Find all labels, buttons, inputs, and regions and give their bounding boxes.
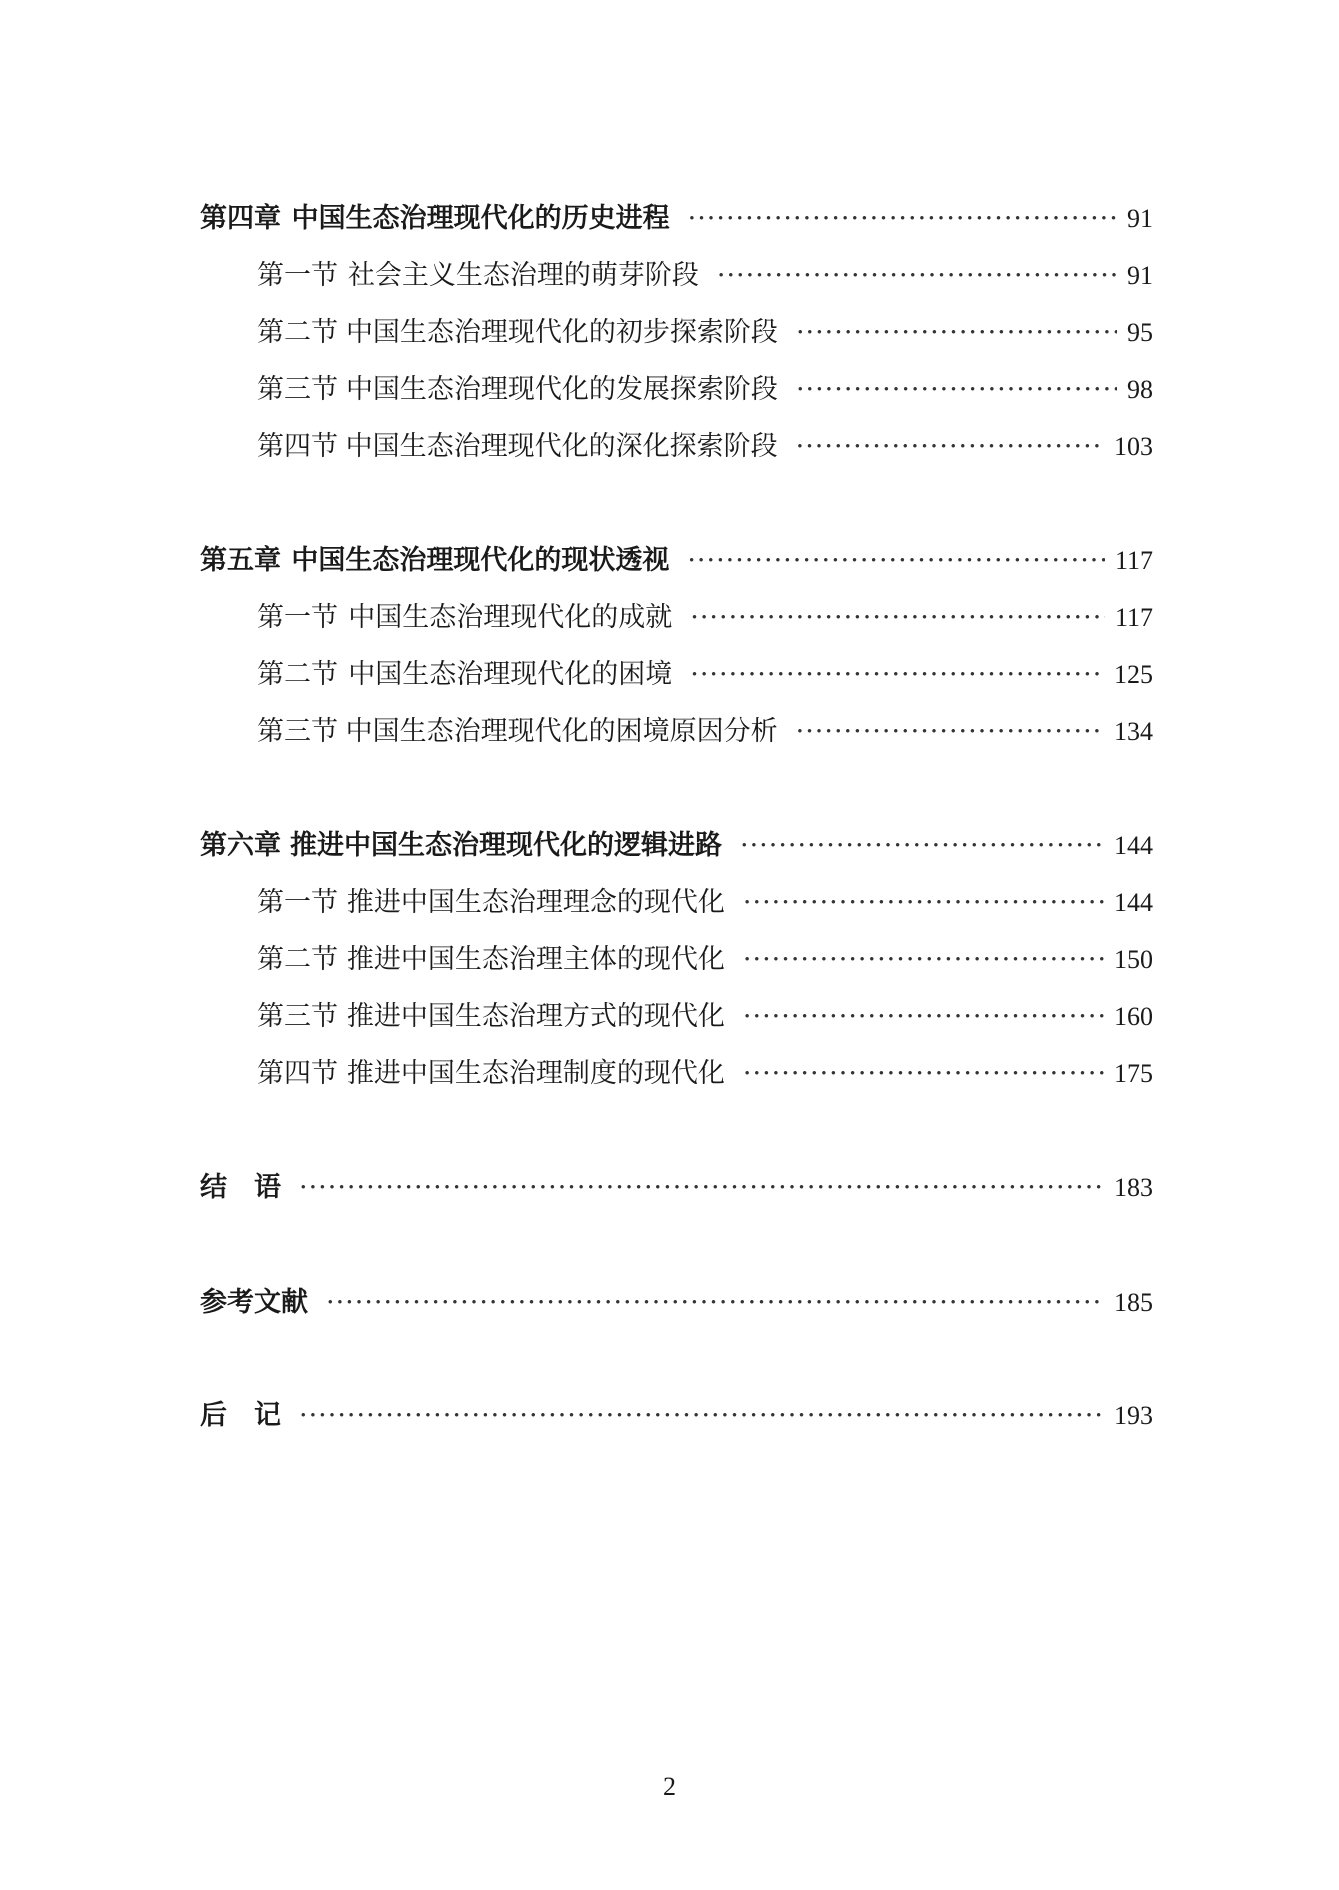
section-label: 第一节 (257, 887, 338, 918)
dot-leader (740, 817, 1104, 874)
page-number: 150 (1114, 945, 1153, 974)
dot-leader (743, 931, 1104, 988)
dot-leader (688, 190, 1117, 247)
toc-chapter-4[interactable] (200, 190, 1153, 247)
toc-section[interactable] (200, 589, 1153, 646)
page-number: 183 (1114, 1173, 1153, 1202)
section-title: 中国生态治理现代化的深化探索阶段 (345, 431, 778, 462)
section-label: 第三节 (257, 1001, 338, 1032)
spacer (200, 1331, 1153, 1387)
dot-leader (743, 988, 1104, 1045)
page-number: 98 (1127, 375, 1153, 404)
section-title: 推进中国生态治理制度的现代化 (346, 1058, 725, 1089)
section-label: 第三节 (257, 716, 338, 747)
toc-chapter-6[interactable] (200, 817, 1153, 874)
toc-references[interactable] (200, 1274, 1153, 1331)
spacer (200, 1216, 1153, 1274)
dot-leader (796, 703, 1104, 760)
section-title: 中国生态治理现代化的困境原因分析 (345, 716, 778, 747)
section-label: 第二节 (257, 944, 338, 975)
dot-leader (687, 532, 1105, 589)
dot-leader (299, 1387, 1104, 1444)
toc-section[interactable] (200, 988, 1153, 1045)
page-number: 117 (1114, 546, 1153, 575)
section-label: 第三节 (257, 374, 338, 405)
page-number: 175 (1114, 1059, 1153, 1088)
afterword-title: 后 记 (200, 1400, 281, 1431)
table-of-contents (200, 190, 1153, 1444)
toc-section[interactable] (200, 304, 1153, 361)
page-number: 91 (1127, 261, 1153, 290)
section-label: 第一节 (257, 260, 338, 291)
toc-section[interactable] (200, 703, 1153, 760)
dot-leader (796, 304, 1117, 361)
dot-leader (326, 1274, 1104, 1331)
section-label: 第一节 (257, 602, 338, 633)
section-label: 第二节 (257, 659, 338, 690)
chapter-title: 推进中国生态治理现代化的逻辑进路 (290, 830, 722, 861)
chapter-title: 中国生态治理现代化的现状透视 (291, 545, 670, 576)
dot-leader (690, 646, 1104, 703)
toc-section[interactable] (200, 1045, 1153, 1102)
page-footer-number: 2 (663, 1772, 676, 1801)
dot-leader (743, 874, 1104, 931)
toc-section[interactable] (200, 931, 1153, 988)
page-number: 144 (1114, 888, 1153, 917)
page-number: 95 (1127, 318, 1153, 347)
dot-leader (299, 1159, 1104, 1216)
page-number: 134 (1114, 717, 1153, 746)
dot-leader (690, 589, 1105, 646)
toc-afterword[interactable] (200, 1387, 1153, 1444)
page-number: 125 (1114, 660, 1153, 689)
dot-leader (743, 1045, 1104, 1102)
toc-section[interactable] (200, 247, 1153, 304)
chapter-title: 中国生态治理现代化的历史进程 (291, 203, 670, 234)
section-title: 推进中国生态治理主体的现代化 (346, 944, 725, 975)
section-title: 中国生态治理现代化的困境 (348, 659, 673, 690)
page-number: 144 (1114, 831, 1153, 860)
conclusion-title: 结 语 (200, 1172, 281, 1203)
section-title: 推进中国生态治理理念的现代化 (346, 887, 725, 918)
page-number: 185 (1114, 1288, 1153, 1317)
dot-leader (717, 247, 1117, 304)
page-number: 117 (1114, 603, 1153, 632)
spacer (200, 1102, 1153, 1159)
chapter-label: 第六章 (200, 830, 281, 861)
toc-section[interactable] (200, 361, 1153, 418)
toc-section[interactable] (200, 418, 1153, 475)
page-number: 160 (1114, 1002, 1153, 1031)
section-title: 推进中国生态治理方式的现代化 (346, 1001, 725, 1032)
page-number: 103 (1114, 432, 1153, 461)
toc-section[interactable] (200, 646, 1153, 703)
section-title: 中国生态治理现代化的初步探索阶段 (345, 317, 778, 348)
page-number: 91 (1127, 204, 1153, 233)
section-label: 第四节 (257, 431, 338, 462)
section-title: 中国生态治理现代化的成就 (348, 602, 673, 633)
toc-section[interactable] (200, 874, 1153, 931)
toc-conclusion[interactable] (200, 1159, 1153, 1216)
spacer (200, 760, 1153, 817)
spacer (200, 475, 1153, 532)
section-label: 第二节 (257, 317, 338, 348)
section-label: 第四节 (257, 1058, 338, 1089)
dot-leader (796, 361, 1117, 418)
page-number: 193 (1114, 1401, 1153, 1430)
dot-leader (796, 418, 1104, 475)
chapter-label: 第四章 (200, 203, 281, 234)
toc-chapter-5[interactable] (200, 532, 1153, 589)
section-title: 社会主义生态治理的萌芽阶段 (347, 260, 699, 291)
chapter-label: 第五章 (200, 545, 281, 576)
references-title: 参考文献 (200, 1287, 308, 1318)
section-title: 中国生态治理现代化的发展探索阶段 (345, 374, 778, 405)
